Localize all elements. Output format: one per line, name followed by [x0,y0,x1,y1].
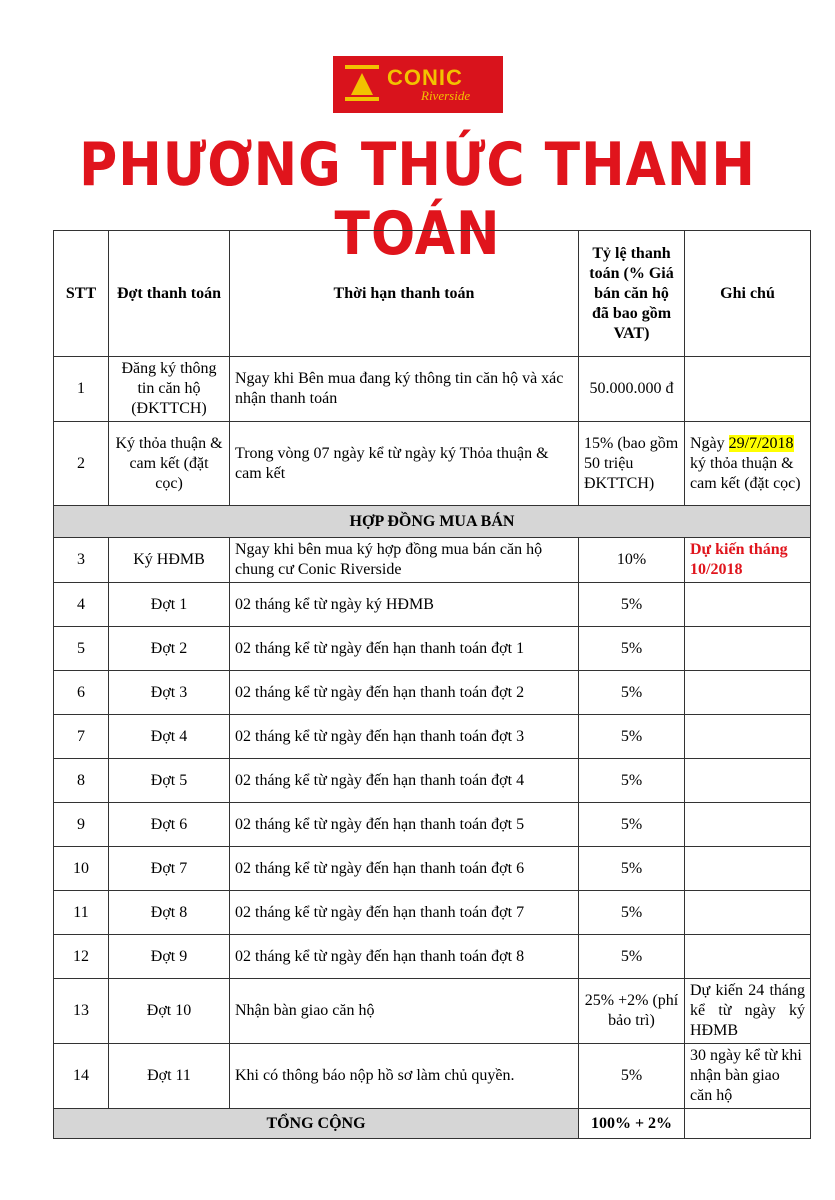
cell-thoihan: 02 tháng kể từ ngày đến hạn thanh toán đợt 1 [230,627,579,671]
cell-stt: 4 [54,583,109,627]
cell-ghichu [685,671,811,715]
table-row [54,583,811,627]
section-label: HỢP ĐỒNG MUA BÁN [54,506,811,538]
cell-thoihan: 02 tháng kể từ ngày đến hạn thanh toán đợt 2 [230,671,579,715]
payment-table [53,230,811,1139]
cell-thoihan: 02 tháng kể từ ngày đến hạn thanh toán đợt 4 [230,759,579,803]
cell-stt: 9 [54,803,109,847]
table-row [54,803,811,847]
cell-ghichu [685,715,811,759]
cell-ghichu [685,803,811,847]
total-label: TỔNG CỘNG [54,1109,579,1139]
header-ghichu: Ghi chú [685,231,811,357]
cell-thoihan: Nhận bàn giao căn hộ [230,979,579,1044]
cell-thoihan: 02 tháng kể từ ngày đến hạn thanh toán đợt 5 [230,803,579,847]
cell-tyle: 5% [579,627,685,671]
table-row [54,538,811,583]
cell-dot: Đợt 10 [109,979,230,1044]
table-row [54,935,811,979]
cell-tyle: 5% [579,1044,685,1109]
cell-ghichu: Dự kiến 24 tháng kể từ ngày ký HĐMB [685,979,811,1044]
cell-tyle: 5% [579,935,685,979]
table-row [54,357,811,422]
cell-dot: Đợt 8 [109,891,230,935]
cell-ghichu [685,627,811,671]
cell-thoihan: 02 tháng kể từ ngày đến hạn thanh toán đợt 7 [230,891,579,935]
cell-dot: Đợt 11 [109,1044,230,1109]
cell-stt: 7 [54,715,109,759]
cell-tyle: 5% [579,759,685,803]
table-row [54,847,811,891]
cell-stt: 11 [54,891,109,935]
total-row [54,1109,811,1139]
conic-riverside-logo [333,56,503,113]
page-title: PHƯƠNG THỨC THANH TOÁN [79,131,756,269]
cell-tyle: 5% [579,715,685,759]
table-row [54,979,811,1044]
table-row [54,891,811,935]
cell-ghichu [685,891,811,935]
header-tyle: Tỷ lệ thanh toán (% Giá bán căn hộ đã bao gồm VAT) [579,231,685,357]
cell-dot: Ký thỏa thuận & cam kết (đặt cọc) [109,422,230,506]
section-row [54,506,811,538]
cell-dot: Đợt 7 [109,847,230,891]
cell-ghichu: 30 ngày kể từ khi nhận bàn giao căn hộ [685,1044,811,1109]
cell-dot: Ký HĐMB [109,538,230,583]
header-dot: Đợt thanh toán [109,231,230,357]
table-row [54,627,811,671]
cell-tyle: 5% [579,847,685,891]
table-row [54,671,811,715]
cell-tyle: 25% +2% (phí bảo trì) [579,979,685,1044]
cell-dot: Đợt 5 [109,759,230,803]
cell-dot: Đợt 4 [109,715,230,759]
table-row [54,422,811,506]
cell-ghichu [685,935,811,979]
cell-thoihan: Khi có thông báo nộp hồ sơ làm chủ quyền. [230,1044,579,1109]
table-row [54,759,811,803]
cell-thoihan: 02 tháng kể từ ngày ký HĐMB [230,583,579,627]
cell-ghichu: Dự kiến tháng 10/2018 [685,538,811,583]
cell-stt: 12 [54,935,109,979]
table-row [54,1044,811,1109]
cell-ghichu [685,759,811,803]
cell-tyle: 5% [579,891,685,935]
cell-ghichu [685,583,811,627]
cell-ghichu [685,357,811,422]
cell-ghichu [685,847,811,891]
cell-stt: 2 [54,422,109,506]
cell-thoihan: 02 tháng kể từ ngày đến hạn thanh toán đợt 6 [230,847,579,891]
cell-dot: Đợt 1 [109,583,230,627]
cell-ghichu [685,422,811,506]
logo-text [387,64,471,103]
cell-tyle: 50.000.000 đ [579,357,685,422]
cell-tyle: 5% [579,671,685,715]
cell-tyle: 5% [579,583,685,627]
highlighted-date: 29/7/2018 [728,434,794,452]
total-empty [685,1109,811,1139]
cell-stt: 14 [54,1044,109,1109]
cell-thoihan: 02 tháng kể từ ngày đến hạn thanh toán đợt 8 [230,935,579,979]
ghichu-post: ký thỏa thuận & cam kết (đặt cọc) [690,454,801,492]
cell-tyle: 10% [579,538,685,583]
logo-mark-icon [345,65,379,105]
cell-dot: Đợt 9 [109,935,230,979]
logo-sub: Riverside [421,87,471,103]
cell-stt: 5 [54,627,109,671]
cell-thoihan: Ngay khi Bên mua đang ký thông tin căn hộ và xác nhận thanh toán [230,357,579,422]
logo-brand: CONIC [387,64,463,90]
header-stt: STT [54,231,109,357]
table-header-row [54,231,811,357]
cell-tyle: 15% (bao gồm 50 triệu ĐKTTCH) [579,422,685,506]
cell-dot: Đợt 3 [109,671,230,715]
cell-dot: Đợt 6 [109,803,230,847]
cell-thoihan: Trong vòng 07 ngày kể từ ngày ký Thỏa thuận & cam kết [230,422,579,506]
cell-dot: Đợt 2 [109,627,230,671]
cell-stt: 13 [54,979,109,1044]
cell-stt: 8 [54,759,109,803]
cell-stt: 3 [54,538,109,583]
cell-thoihan: Ngay khi bên mua ký hợp đồng mua bán căn hộ chung cư Conic Riverside [230,538,579,583]
cell-stt: 6 [54,671,109,715]
header-thoihan: Thời hạn thanh toán [230,231,579,357]
cell-stt: 1 [54,357,109,422]
total-value: 100% + 2% [579,1109,685,1139]
cell-tyle: 5% [579,803,685,847]
table-row [54,715,811,759]
cell-thoihan: 02 tháng kể từ ngày đến hạn thanh toán đợt 3 [230,715,579,759]
cell-stt: 10 [54,847,109,891]
cell-dot: Đăng ký thông tin căn hộ (ĐKTTCH) [109,357,230,422]
ghichu-pre: Ngày [690,434,729,452]
